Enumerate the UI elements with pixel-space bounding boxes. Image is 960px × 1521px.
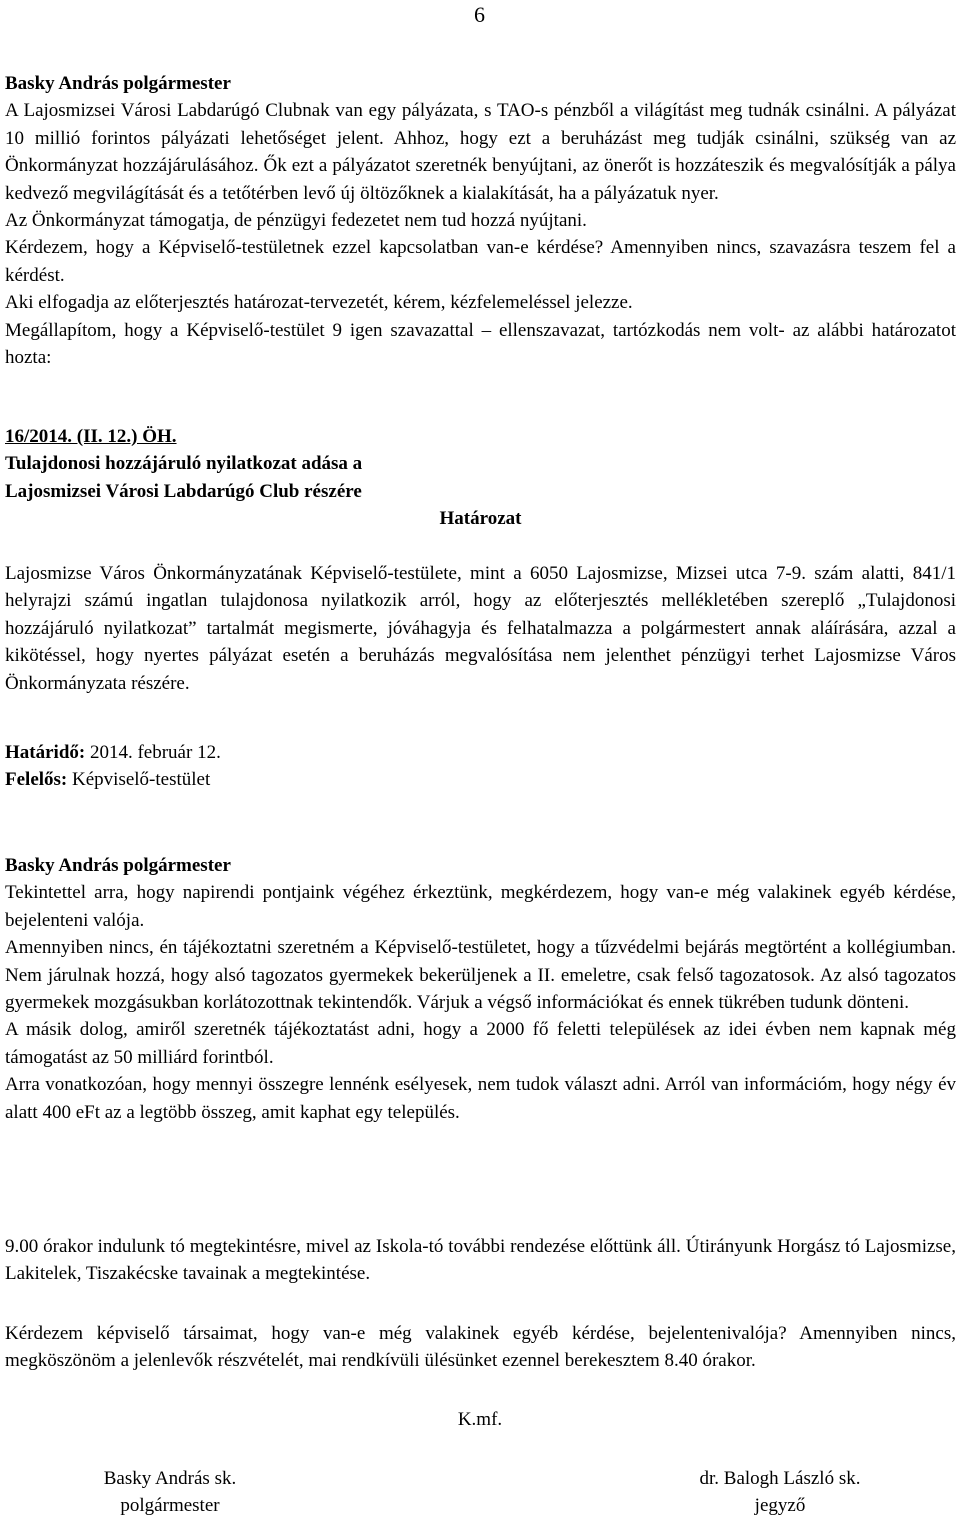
paragraph: Arra vonatkozóan, hogy mennyi összegre lennénk esélyesek, nem tudok választ adni. Arról van információm, hogy négy év alatt 400 eFt az a legtöbb összeg, amit kaphat egy település. <box>5 1074 956 1123</box>
paragraph: A másik dolog, amiről szeretnék tájékoztatást adni, hogy a 2000 fő feletti települések az idei évben nem kapnak még támogatást az 50 milliárd forintból. <box>5 1019 956 1068</box>
paragraph: Tekintettel arra, hogy napirendi pontjaink végéhez érkeztünk, megkérdezem, hogy van-e még valakinek egyéb kérdése, bejelenteni valója. <box>5 882 956 931</box>
speaker-heading: Basky András polgármester <box>5 73 231 94</box>
signer-name: dr. Balogh László sk. <box>699 1468 861 1489</box>
deadline-label: Határidő: <box>5 742 86 763</box>
signer-title: polgármester <box>120 1495 220 1517</box>
resolution-meta <box>5 739 956 794</box>
resolution-heading: Határozat <box>439 508 522 530</box>
resolution-title: Tulajdonosi hozzájáruló nyilatkozat adása a <box>5 453 363 475</box>
signer-title: jegyző <box>754 1495 806 1517</box>
section-2-departure <box>5 1233 956 1288</box>
signature-block-notary <box>655 1465 905 1520</box>
deadline-value: 2014. február 12. <box>85 742 221 763</box>
section-2 <box>5 852 956 1126</box>
deadline-line <box>5 739 956 766</box>
resolution-body <box>5 560 956 697</box>
signature-block-mayor <box>45 1465 295 1520</box>
paragraph: Aki elfogadja az előterjesztés határozat-tervezetét, kérem, kézfelemeléssel jelezze. <box>5 292 633 314</box>
responsible-value: Képviselő-testület <box>67 769 211 791</box>
paragraph: Kérdezem, hogy a Képviselő-testületnek ezzel kapcsolatban van-e kérdése? Amennyiben nincs, szavazásra teszem fel a kérdést. <box>5 237 956 286</box>
section-2-closing <box>5 1320 956 1375</box>
paragraph: Kérdezem képviselő társaimat, hogy van-e még valakinek egyéb kérdése, bejelentenivalója? Amennyiben nincs, megköszönöm a jelenlevők részvételét, mai rendkívüli ülésünket ezennel berekesztem 8.40 órakor. <box>5 1323 956 1372</box>
paragraph: Megállapítom, hogy a Képviselő-testület 9 igen szavazattal – ellenszavazat, tartózkodás nem volt- az alábbi határozatot hozta: <box>5 319 956 369</box>
paragraph: Az Önkormányzat támogatja, de pénzügyi fedezetet nem tud hozzá nyújtani. <box>5 210 587 232</box>
page-number: 6 <box>474 2 485 27</box>
paragraph: A Lajosmizsei Városi Labdarúgó Clubnak van egy pályázata, s TAO-s pénzből a világítást meg tudnák csinálni. A pályázat 10 millió forintos pályázati lehetőséget jelent. Ahhoz, hogy ezt a beruházást meg tudják csinálni, szükség van az Önkormányzat hozzájárulásához. Ők ezt a pályázatot szeretnék benyújtani, az önerőt is hozzáteszik és megvalósítják a pálya kedvező megvilágítását és a tetőtérben levő új öltözőknek a kialakítását, ha a pályázatuk nyer. <box>5 100 956 204</box>
speaker-heading: Basky András polgármester <box>5 855 231 876</box>
paragraph: Amennyiben nincs, én tájékoztatni szeretném a Képviselő-testületet, hogy a tűzvédelmi bejárás megtörtént a kollégiumban. Nem járulnak hozzá, hogy alsó tagozatos gyermekek bekerüljenek a II. emeletre, csak felső tagozatosok. Az alsó tagozatos gyermekek mozgásukban korlátozottnak tekintendők. Várjuk a végső információkat és ennek tükrében tudunk dönteni. <box>5 937 956 1014</box>
signer-name: Basky András sk. <box>103 1468 237 1489</box>
section-1 <box>5 70 956 371</box>
kmf-label: K.mf. <box>457 1409 503 1430</box>
resolution-number: 16/2014. (II. 12.) ÖH. <box>5 426 177 447</box>
paragraph: Lajosmizse Város Önkormányzatának Képviselő-testülete, mint a 6050 Lajosmizse, Mizsei utca 7-9. szám alatti, 841/1 helyrajzi számú ingatlan tulajdonosa nyilatkozik arról, hogy az előterjesztés mellékletében szereplő „Tulajdonosi hozzájáruló nyilatkozat” tartalmát megismerte, jóváhagyja és felhatalmazza a polgármestert annak aláírására, azzal a kikötéssel, hogy nyertes pályázat esetén a beruházás megvalósítása nem jelenthet pénzügyi terhet Lajosmizse Város Önkormányzata részére. <box>5 563 956 694</box>
responsible-label: Felelős: <box>5 769 68 791</box>
resolution-title: Lajosmizsei Városi Labdarúgó Club részére <box>5 480 362 502</box>
paragraph: 9.00 órakor indulunk tó megtekintésre, mivel az Iskola-tó további rendezése előttünk áll. Útirányunk Horgász tó Lajosmizse, Lakitelek, Tiszakécske tavainak a megtekintése. <box>5 1236 956 1285</box>
responsible-line <box>5 766 956 793</box>
resolution-header <box>5 423 956 533</box>
